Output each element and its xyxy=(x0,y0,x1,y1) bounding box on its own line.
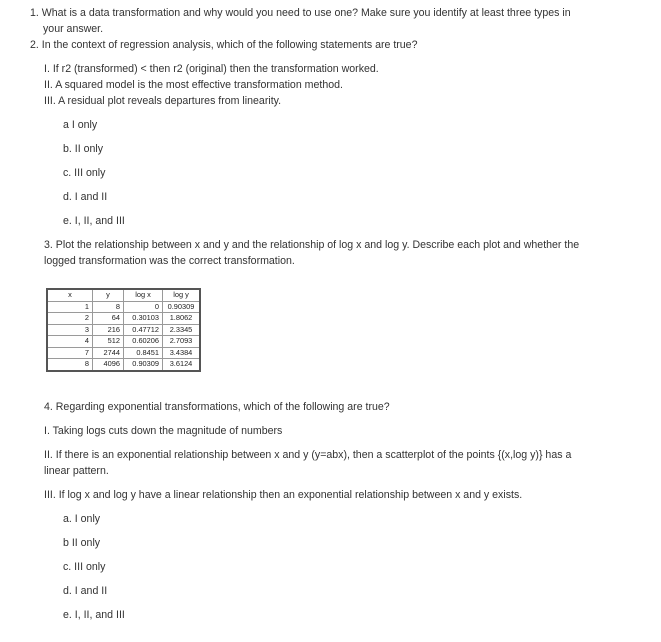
q2-option-e[interactable]: e. I, II, and III xyxy=(63,215,125,227)
q4-prompt: 4. Regarding exponential transformations, which of the following are true? xyxy=(44,401,390,413)
q4-statement-2-line2: linear pattern. xyxy=(44,465,109,477)
table-row xyxy=(47,336,200,348)
cell-y: 8 xyxy=(93,301,124,313)
cell-log-y: 0.90309 xyxy=(163,301,201,313)
data-table xyxy=(46,288,201,372)
q2-option-d[interactable]: d. I and II xyxy=(63,191,108,203)
q3-text-line1: 3. Plot the relationship between x and y and the relationship of log x and log y. Describe each plot and whether the xyxy=(44,239,580,251)
q4-option-c[interactable]: c. III only xyxy=(63,561,106,573)
q4-option-d[interactable]: d. I and II xyxy=(63,585,108,597)
header-x: x xyxy=(47,289,93,301)
cell-x: 8 xyxy=(47,359,93,371)
q2-statement-1: I. If r2 (transformed) < then r2 (original) then the transformation worked. xyxy=(44,63,379,75)
cell-y: 2744 xyxy=(93,347,124,359)
cell-log-y: 1.8062 xyxy=(163,313,201,325)
q1-text-line1: 1. What is a data transformation and why would you need to use one? Make sure you identify at least three types in xyxy=(30,7,571,19)
q2-statement-2: II. A squared model is the most effective transformation method. xyxy=(44,79,343,91)
table-row xyxy=(47,324,200,336)
table-row xyxy=(47,301,200,313)
cell-log-x: 0.8451 xyxy=(124,347,163,359)
cell-log-y: 3.6124 xyxy=(163,359,201,371)
table-header-row xyxy=(47,289,200,301)
q3-text-line2: logged transformation was the correct transformation. xyxy=(44,255,295,267)
q4-option-a[interactable]: a. I only xyxy=(63,513,101,525)
q2-option-b[interactable]: b. II only xyxy=(63,143,104,155)
q4-statement-2-line1: II. If there is an exponential relationship between x and y (y=abx), then a scatterplot of the points {(x,log y)} has a xyxy=(44,449,572,461)
q1-text-line2: your answer. xyxy=(43,23,104,35)
cell-x: 3 xyxy=(47,324,93,336)
q2-statement-3: III. A residual plot reveals departures from linearity. xyxy=(44,95,282,107)
cell-log-y: 2.3345 xyxy=(163,324,201,336)
cell-x: 4 xyxy=(47,336,93,348)
cell-log-x: 0.47712 xyxy=(124,324,163,336)
table-row xyxy=(47,313,200,325)
cell-x: 1 xyxy=(47,301,93,313)
q4-statement-1: I. Taking logs cuts down the magnitude of numbers xyxy=(44,425,283,437)
table-row xyxy=(47,347,200,359)
q4-statement-3: III. If log x and log y have a linear relationship then an exponential relationship between x and y exists. xyxy=(44,489,523,501)
cell-log-x: 0 xyxy=(124,301,163,313)
cell-log-y: 2.7093 xyxy=(163,336,201,348)
q2-option-a[interactable]: a I only xyxy=(63,119,98,131)
cell-log-x: 0.60206 xyxy=(124,336,163,348)
header-log-x: log x xyxy=(124,289,163,301)
cell-log-y: 3.4384 xyxy=(163,347,201,359)
cell-log-x: 0.90309 xyxy=(124,359,163,371)
cell-y: 512 xyxy=(93,336,124,348)
table-row xyxy=(47,359,200,371)
cell-x: 2 xyxy=(47,313,93,325)
cell-y: 64 xyxy=(93,313,124,325)
q2-option-c[interactable]: c. III only xyxy=(63,167,106,179)
q4-option-b[interactable]: b II only xyxy=(63,537,101,549)
cell-x: 7 xyxy=(47,347,93,359)
cell-y: 4096 xyxy=(93,359,124,371)
header-y: y xyxy=(93,289,124,301)
cell-log-x: 0.30103 xyxy=(124,313,163,325)
q4-option-e[interactable]: e. I, II, and III xyxy=(63,609,125,621)
header-log-y: log y xyxy=(163,289,201,301)
cell-y: 216 xyxy=(93,324,124,336)
q2-prompt: 2. In the context of regression analysis, which of the following statements are true? xyxy=(30,39,418,51)
